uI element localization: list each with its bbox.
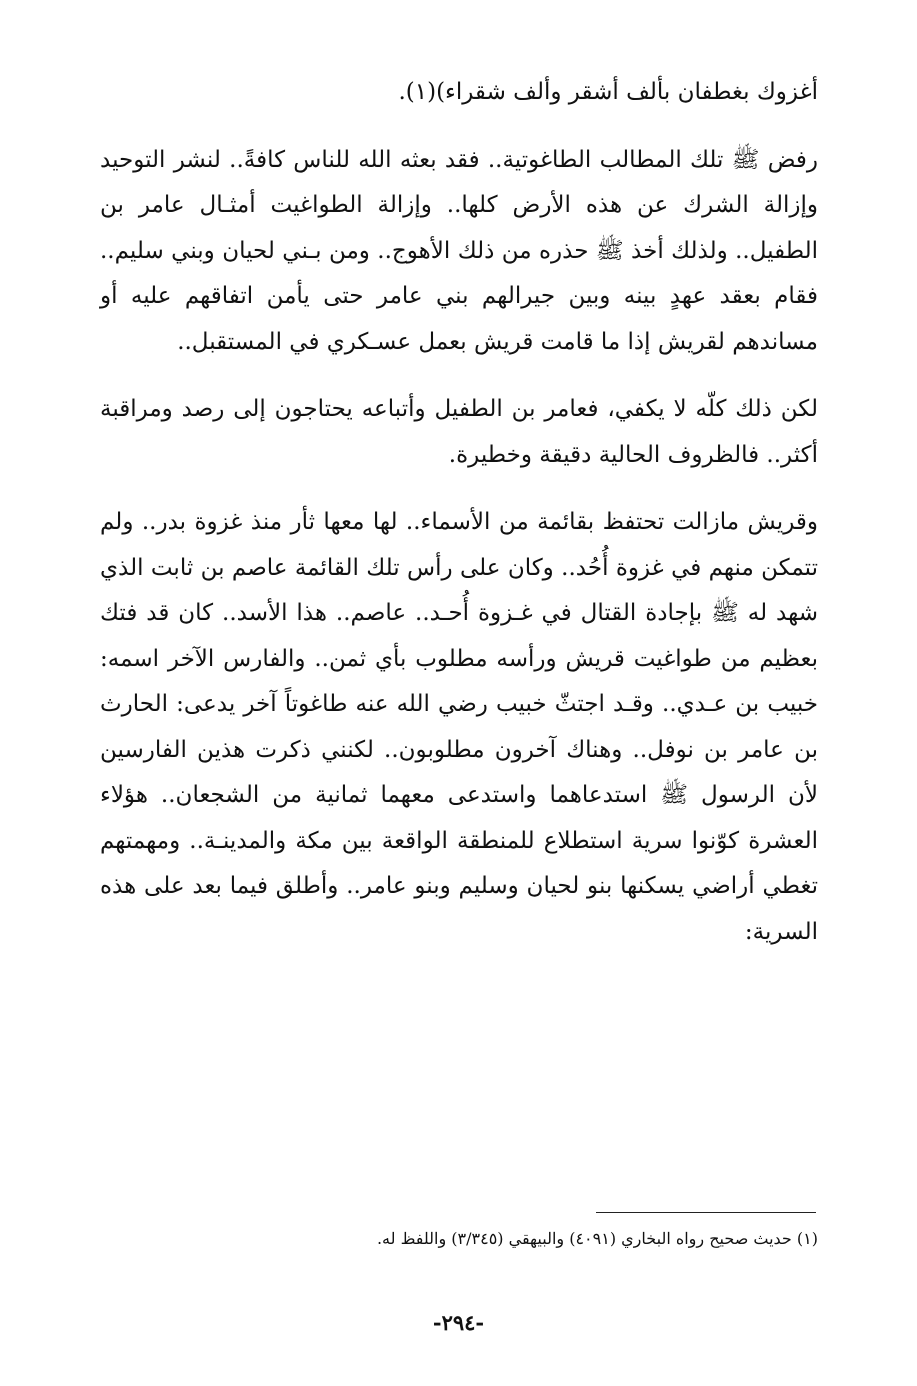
footnote: (١) حديث صحيح رواه البخاري (٤٠٩١) والبيهقي (٣/٣٤٥) واللفظ له.	[376, 1229, 818, 1248]
page-number: -٢٩٤-	[432, 1310, 485, 1335]
paragraph-1: أغزوك بغطفان بألف أشقر وألف شقراء)(١).	[398, 79, 818, 105]
page-body	[100, 70, 818, 955]
paragraph-2: رفض ﷺ تلك المطالب الطاغوتية.. فقد بعثه الله للناس كافةً.. لنشر التوحيد وإزالة الشرك عن هذه الأرض كلها.. وإزالة الطواغيت أمثـال عامر بن الطفيل.. ولذلك أخذ ﷺ حذره من ذلك الأهوج.. ومن بـني لحيان وبني سليم.. فقام بعقد عهدٍ بينه وبين جيرالهم بني عامر حتى يأمن اتفاقهم عليه أو مساندهم لقريش إذا ما قامت قريش بعمل عسـكري في المستقبل..	[100, 146, 818, 355]
paragraph-gap	[100, 116, 818, 138]
paragraph-gap	[100, 365, 818, 387]
footnote-divider	[596, 1212, 816, 1213]
paragraph-gap	[100, 478, 818, 500]
paragraph-4: وقريش مازالت تحتفظ بقائمة من الأسماء.. لها معها ثأر منذ غزوة بدر.. ولم تتمكن منهم في غزوة أُحُد.. وكان على رأس تلك القائمة عاصم بن ثابت الذي شهد له ﷺ بإجادة القتال في غـزوة أُحـد.. عاصم.. هذا الأسد.. كان قد فتك بعظيم من طواغيت قريش ورأسه مطلوب بأي ثمن.. والفارس الآخر اسمه: خبيب بن عـدي.. وقـد اجتثّ خبيب رضي الله عنه طاغوتاً آخر يدعى: الحارث بن عامر بن نوفل.. وهناك آخرون مطلوبون.. لكنني ذكرت هذين الفارسين لأن الرسول ﷺ استدعاهما واستدعى معهما ثمانية من الشجعان.. هؤلاء العشرة كوّنوا سرية استطلاع للمنطقة الواقعة بين مكة والمدينـة.. ومهمتهم تغطي أراضي يسكنها بنو لحيان وسليم وبنو عامر.. وأطلق فيما بعد على هذه السرية:	[100, 509, 818, 945]
paragraph-3: لكن ذلك كلّه لا يكفي، فعامر بن الطفيل وأتباعه يحتاجون إلى رصد ومراقبة أكثر.. فالظروف الحالية دقيقة وخطيرة.	[100, 396, 818, 468]
